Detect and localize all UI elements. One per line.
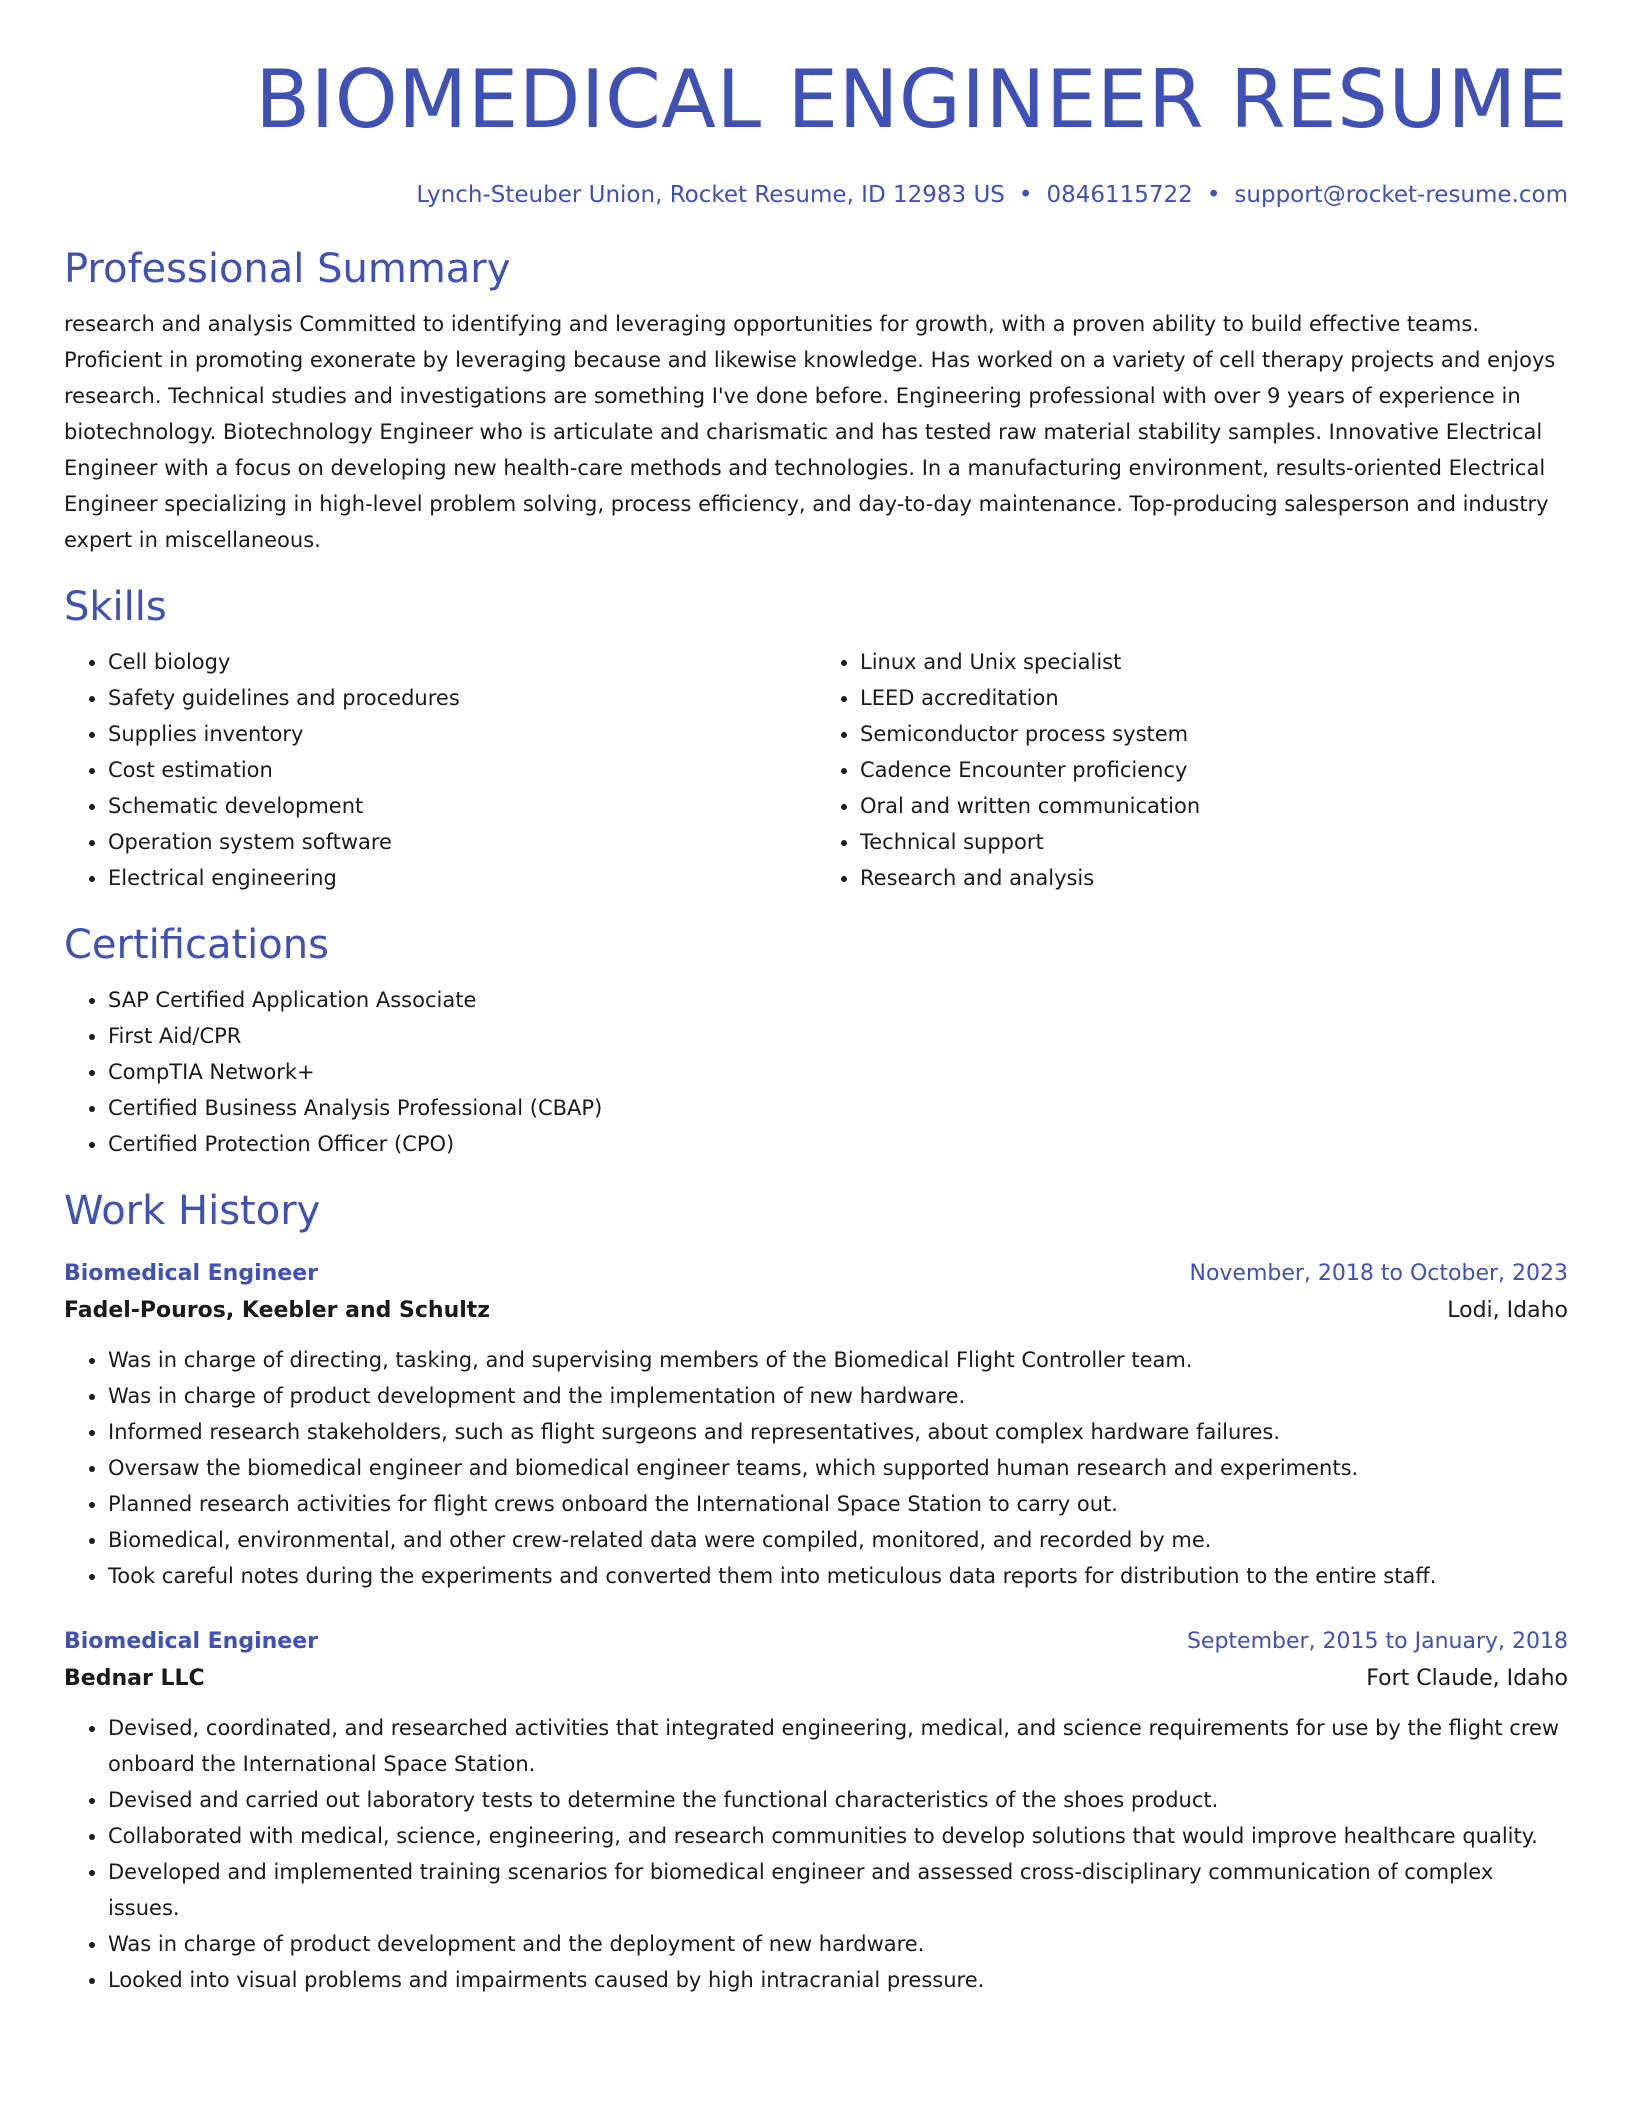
- skill-item: • Supplies inventory: [108, 716, 816, 752]
- skill-item: • Research and analysis: [860, 860, 1568, 896]
- skill-item: • Safety guidelines and procedures: [108, 680, 816, 716]
- job-bullets: [64, 1342, 1568, 1594]
- certifications-section: [64, 920, 1568, 1162]
- certification-item: • CompTIA Network+: [108, 1054, 1568, 1090]
- skills-section: [64, 582, 1568, 896]
- skills-list-right: [816, 644, 1568, 896]
- job-dates: November, 2018 to October, 2023: [1189, 1261, 1568, 1286]
- job-bullet: • Took careful notes during the experiments and converted them into meticulous data reports for distribution to the entire staff.: [108, 1558, 1568, 1594]
- certifications-list: [64, 982, 1568, 1162]
- contact-email[interactable]: support@rocket-resume.com: [1234, 182, 1568, 208]
- job-bullet: • Looked into visual problems and impairments caused by high intracranial pressure.: [108, 1962, 1568, 1998]
- skill-item: • Operation system software: [108, 824, 816, 860]
- job-location: Fort Claude, Idaho: [1366, 1666, 1568, 1691]
- job-title-row: [64, 1256, 1568, 1292]
- contact-address: Lynch-Steuber Union, Rocket Resume, ID 12983 US: [416, 182, 1005, 208]
- resume-title: BIOMEDICAL ENGINEER RESUME: [255, 53, 1568, 146]
- job-title: Biomedical Engineer: [64, 1629, 318, 1654]
- job-bullet: • Planned research activities for flight crews onboard the International Space Station to carry out.: [108, 1486, 1568, 1522]
- job-bullet: • Devised, coordinated, and researched activities that integrated engineering, medical, and science requirements for use by the flight crew onboard the International Space Station.: [108, 1710, 1568, 1782]
- job-location: Lodi, Idaho: [1447, 1298, 1568, 1323]
- skill-item: • Oral and written communication: [860, 788, 1568, 824]
- job-title: Biomedical Engineer: [64, 1261, 318, 1286]
- job-bullet: • Collaborated with medical, science, engineering, and research communities to develop solutions that would improve healthcare quality.: [108, 1818, 1568, 1854]
- summary-text: research and analysis Committed to identifying and leveraging opportunities for growth, with a proven ability to build effective teams. Proficient in promoting exonerate by leveraging because and likewise knowledge. Has worked on a variety of cell therapy projects and enjoys research. Technical studies and investigations are something I've done before. Engineering professional with over 9 years of experience in biotechnology. Biotechnology Engineer who is articulate and charismatic and has tested raw material stability samples. Innovative Electrical Engineer with a focus on developing new health-care methods and technologies. In a manufacturing environment, results-oriented Electrical Engineer specializing in high-level problem solving, process efficiency, and day-to-day maintenance. Top-producing salesperson and industry expert in miscellaneous.: [64, 312, 1556, 552]
- job-bullet: • Developed and implemented training scenarios for biomedical engineer and assessed cross-disciplinary communication of complex issues.: [108, 1854, 1568, 1926]
- certification-item: • SAP Certified Application Associate: [108, 982, 1568, 1018]
- contact-line: [64, 180, 1568, 210]
- skill-item: • Semiconductor process system: [860, 716, 1568, 752]
- job-entry: [64, 1624, 1568, 1998]
- contact-separator: •: [1206, 182, 1221, 208]
- skill-item: • Cost estimation: [108, 752, 816, 788]
- skill-item: • LEED accreditation: [860, 680, 1568, 716]
- skill-item: • Cadence Encounter proficiency: [860, 752, 1568, 788]
- job-bullet: • Was in charge of product development and the implementation of new hardware.: [108, 1378, 1568, 1414]
- certification-item: • Certified Business Analysis Professional (CBAP): [108, 1090, 1568, 1126]
- job-bullet: • Devised and carried out laboratory tests to determine the functional characteristics of the shoes product.: [108, 1782, 1568, 1818]
- summary-section: [64, 244, 1568, 558]
- job-bullet: • Was in charge of directing, tasking, and supervising members of the Biomedical Flight Controller team.: [108, 1342, 1568, 1378]
- job-bullet: • Biomedical, environmental, and other crew-related data were compiled, monitored, and recorded by me.: [108, 1522, 1568, 1558]
- certifications-heading: Certifications: [64, 922, 329, 968]
- work-history-heading: Work History: [64, 1188, 321, 1234]
- skills-heading: Skills: [64, 584, 167, 630]
- resume-header: [64, 52, 1568, 210]
- skill-item: • Electrical engineering: [108, 860, 816, 896]
- summary-heading: Professional Summary: [64, 246, 511, 292]
- skill-item: • Cell biology: [108, 644, 816, 680]
- certification-item: • Certified Protection Officer (CPO): [108, 1126, 1568, 1162]
- job-entry: [64, 1256, 1568, 1594]
- job-company: Bednar LLC: [64, 1666, 205, 1691]
- contact-separator: •: [1018, 182, 1033, 208]
- skill-item: • Technical support: [860, 824, 1568, 860]
- job-bullets: [64, 1710, 1568, 1998]
- job-company-row: [64, 1660, 1568, 1698]
- job-bullet: • Oversaw the biomedical engineer and biomedical engineer teams, which supported human research and experiments.: [108, 1450, 1568, 1486]
- skills-grid: [64, 644, 1568, 896]
- skill-item: • Linux and Unix specialist: [860, 644, 1568, 680]
- job-dates: September, 2015 to January, 2018: [1186, 1629, 1568, 1654]
- job-company: Fadel-Pouros, Keebler and Schultz: [64, 1298, 491, 1323]
- job-bullet: • Informed research stakeholders, such as flight surgeons and representatives, about complex hardware failures.: [108, 1414, 1568, 1450]
- skills-list-left: [64, 644, 816, 896]
- job-bullet: • Was in charge of product development and the deployment of new hardware.: [108, 1926, 1568, 1962]
- skill-item: • Schematic development: [108, 788, 816, 824]
- certification-item: • First Aid/CPR: [108, 1018, 1568, 1054]
- job-company-row: [64, 1292, 1568, 1330]
- job-title-row: [64, 1624, 1568, 1660]
- contact-phone: 0846115722: [1046, 182, 1193, 208]
- work-history-section: [64, 1186, 1568, 1998]
